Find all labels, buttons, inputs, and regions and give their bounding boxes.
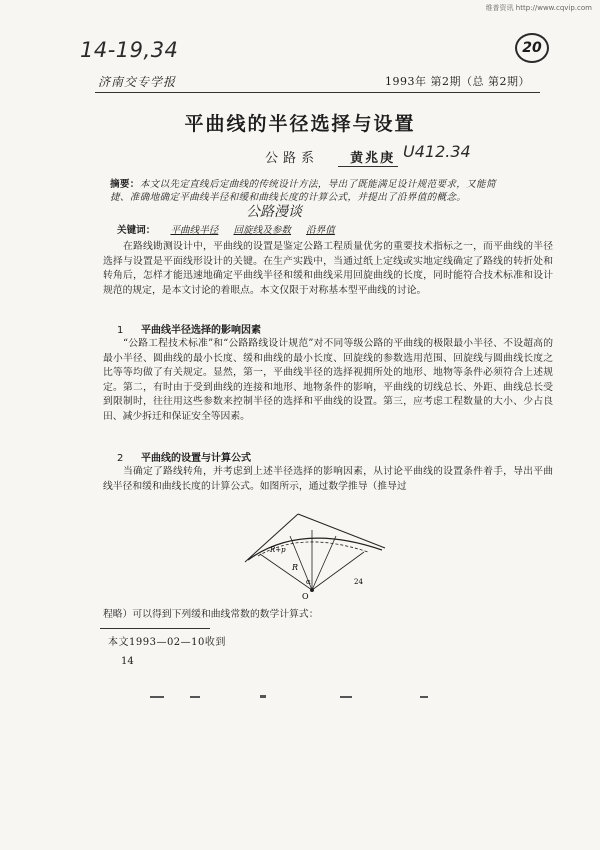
center-point [310, 588, 314, 592]
section-1-title: 平曲线半径选择的影响因素 [141, 325, 261, 336]
section-2-paragraph: 当确定了路线转角，并考虑到上述半径选择的影响因素，从讨论平曲线的设置条件着手，导出平曲线半径和缓和曲线长度的计算公式。如图所示，通过数学推导（推导过 [103, 466, 553, 492]
tangent-line-left [245, 514, 298, 562]
watermark-text: 维普资讯 http://www.cqvip.com [485, 4, 592, 12]
scan-artifact-marks [150, 693, 460, 701]
keywords [117, 222, 335, 236]
header-rule [95, 92, 540, 93]
author-name: 黄兆庚 [350, 151, 396, 166]
abstract [110, 178, 505, 204]
issue-info: 1993年 第2期（总 第2期） [385, 75, 530, 88]
label-radius: R [292, 563, 299, 572]
section-1-heading [117, 321, 261, 336]
circled-page-number: 20 [515, 33, 549, 63]
article-title: 平曲线的半径选择与设置 [184, 113, 416, 135]
author-underline [338, 166, 398, 167]
keyword-item: 沿界值 [306, 225, 335, 236]
section-2-heading [117, 449, 251, 464]
label-radius-p: R+p [270, 546, 286, 554]
scan-mark [190, 696, 200, 698]
radius-line [312, 536, 336, 590]
abstract-label: 摘要： [110, 179, 140, 190]
curve-diagram [240, 500, 390, 600]
abstract-text: 本文以先定直线后定曲线的传统设计方法，导出了既能满足设计规范要求，又能简捷、准确地确定平曲线半径和缓和曲线长度的计算公式，并提出了沿界值的概念。 [110, 179, 496, 203]
handwritten-note: 公路漫谈 [246, 204, 302, 220]
label-angle-number: 24 [354, 578, 363, 586]
radius-line [260, 554, 312, 590]
section-2-number: 2 [117, 453, 124, 464]
keyword-item: 平曲线半径 [170, 225, 219, 236]
handwritten-class-number: U412.34 [403, 142, 471, 161]
keywords-label: 关键词： [117, 225, 156, 236]
label-center: O [302, 592, 309, 600]
scan-mark [340, 696, 352, 698]
received-date: 本文1993—02—10收到 [108, 637, 226, 648]
tangent-line-right [298, 514, 385, 548]
label-angle: α [306, 578, 311, 586]
footnote-rule [100, 628, 210, 629]
intro-paragraph: 在路线勘测设计中，平曲线的设置是鉴定公路工程质量优劣的重要技术指标之一，而平曲线的半径选择与设置是平面线形设计的关键。在生产实践中，当通过纸上定线或实地定线确定了路线的转折处和转角后，怎样才能迅速地确定平曲线半径和缓和曲线采用回旋曲线的长度，同时能符合技术标准和设计规范的规定，是本文讨论的着眼点。本文仅限于对称基本型平曲线的讨论。 [103, 241, 553, 296]
journal-name: 济南交专学报 [98, 75, 177, 89]
author-department: 公路系 [265, 151, 320, 166]
section-1-number: 1 [117, 325, 124, 336]
scan-mark [150, 696, 164, 698]
page-number: 14 [121, 656, 134, 667]
scan-mark [260, 695, 266, 698]
author-line [265, 147, 395, 166]
section-2-title: 平曲线的设置与计算公式 [141, 453, 251, 464]
after-figure-text: 程略）可以得到下列缓和曲线常数的数学计算式： [103, 609, 319, 620]
keyword-item: 回旋线及参数 [233, 225, 292, 236]
section-1-paragraph: “公路工程技术标准”和“公路路线设计规范”对不同等级公路的平曲线的极限最小半径、不设超高的最小半径、圆曲线的最小长度、缓和曲线的最小长度、回旋线的参数选用范围、回旋线与圆曲线长度之比等等均做了有关规定。显然，第一，平曲线半径的选择视拥所处的地形、地物等条件必须符合上述规定。第二，有时由于受到曲线的连接和地形、地物条件的影响，平曲线的切线总长、外距、曲线总长受到限制时，往往用这些参数来控制半径的选择和平曲线的设置。第三，应考虑工程数量的大小、少占良田、减少拆迁和保证安全等因素。 [103, 338, 553, 422]
handwritten-code: 14-19,34 [80, 38, 179, 62]
scan-mark [420, 696, 428, 698]
